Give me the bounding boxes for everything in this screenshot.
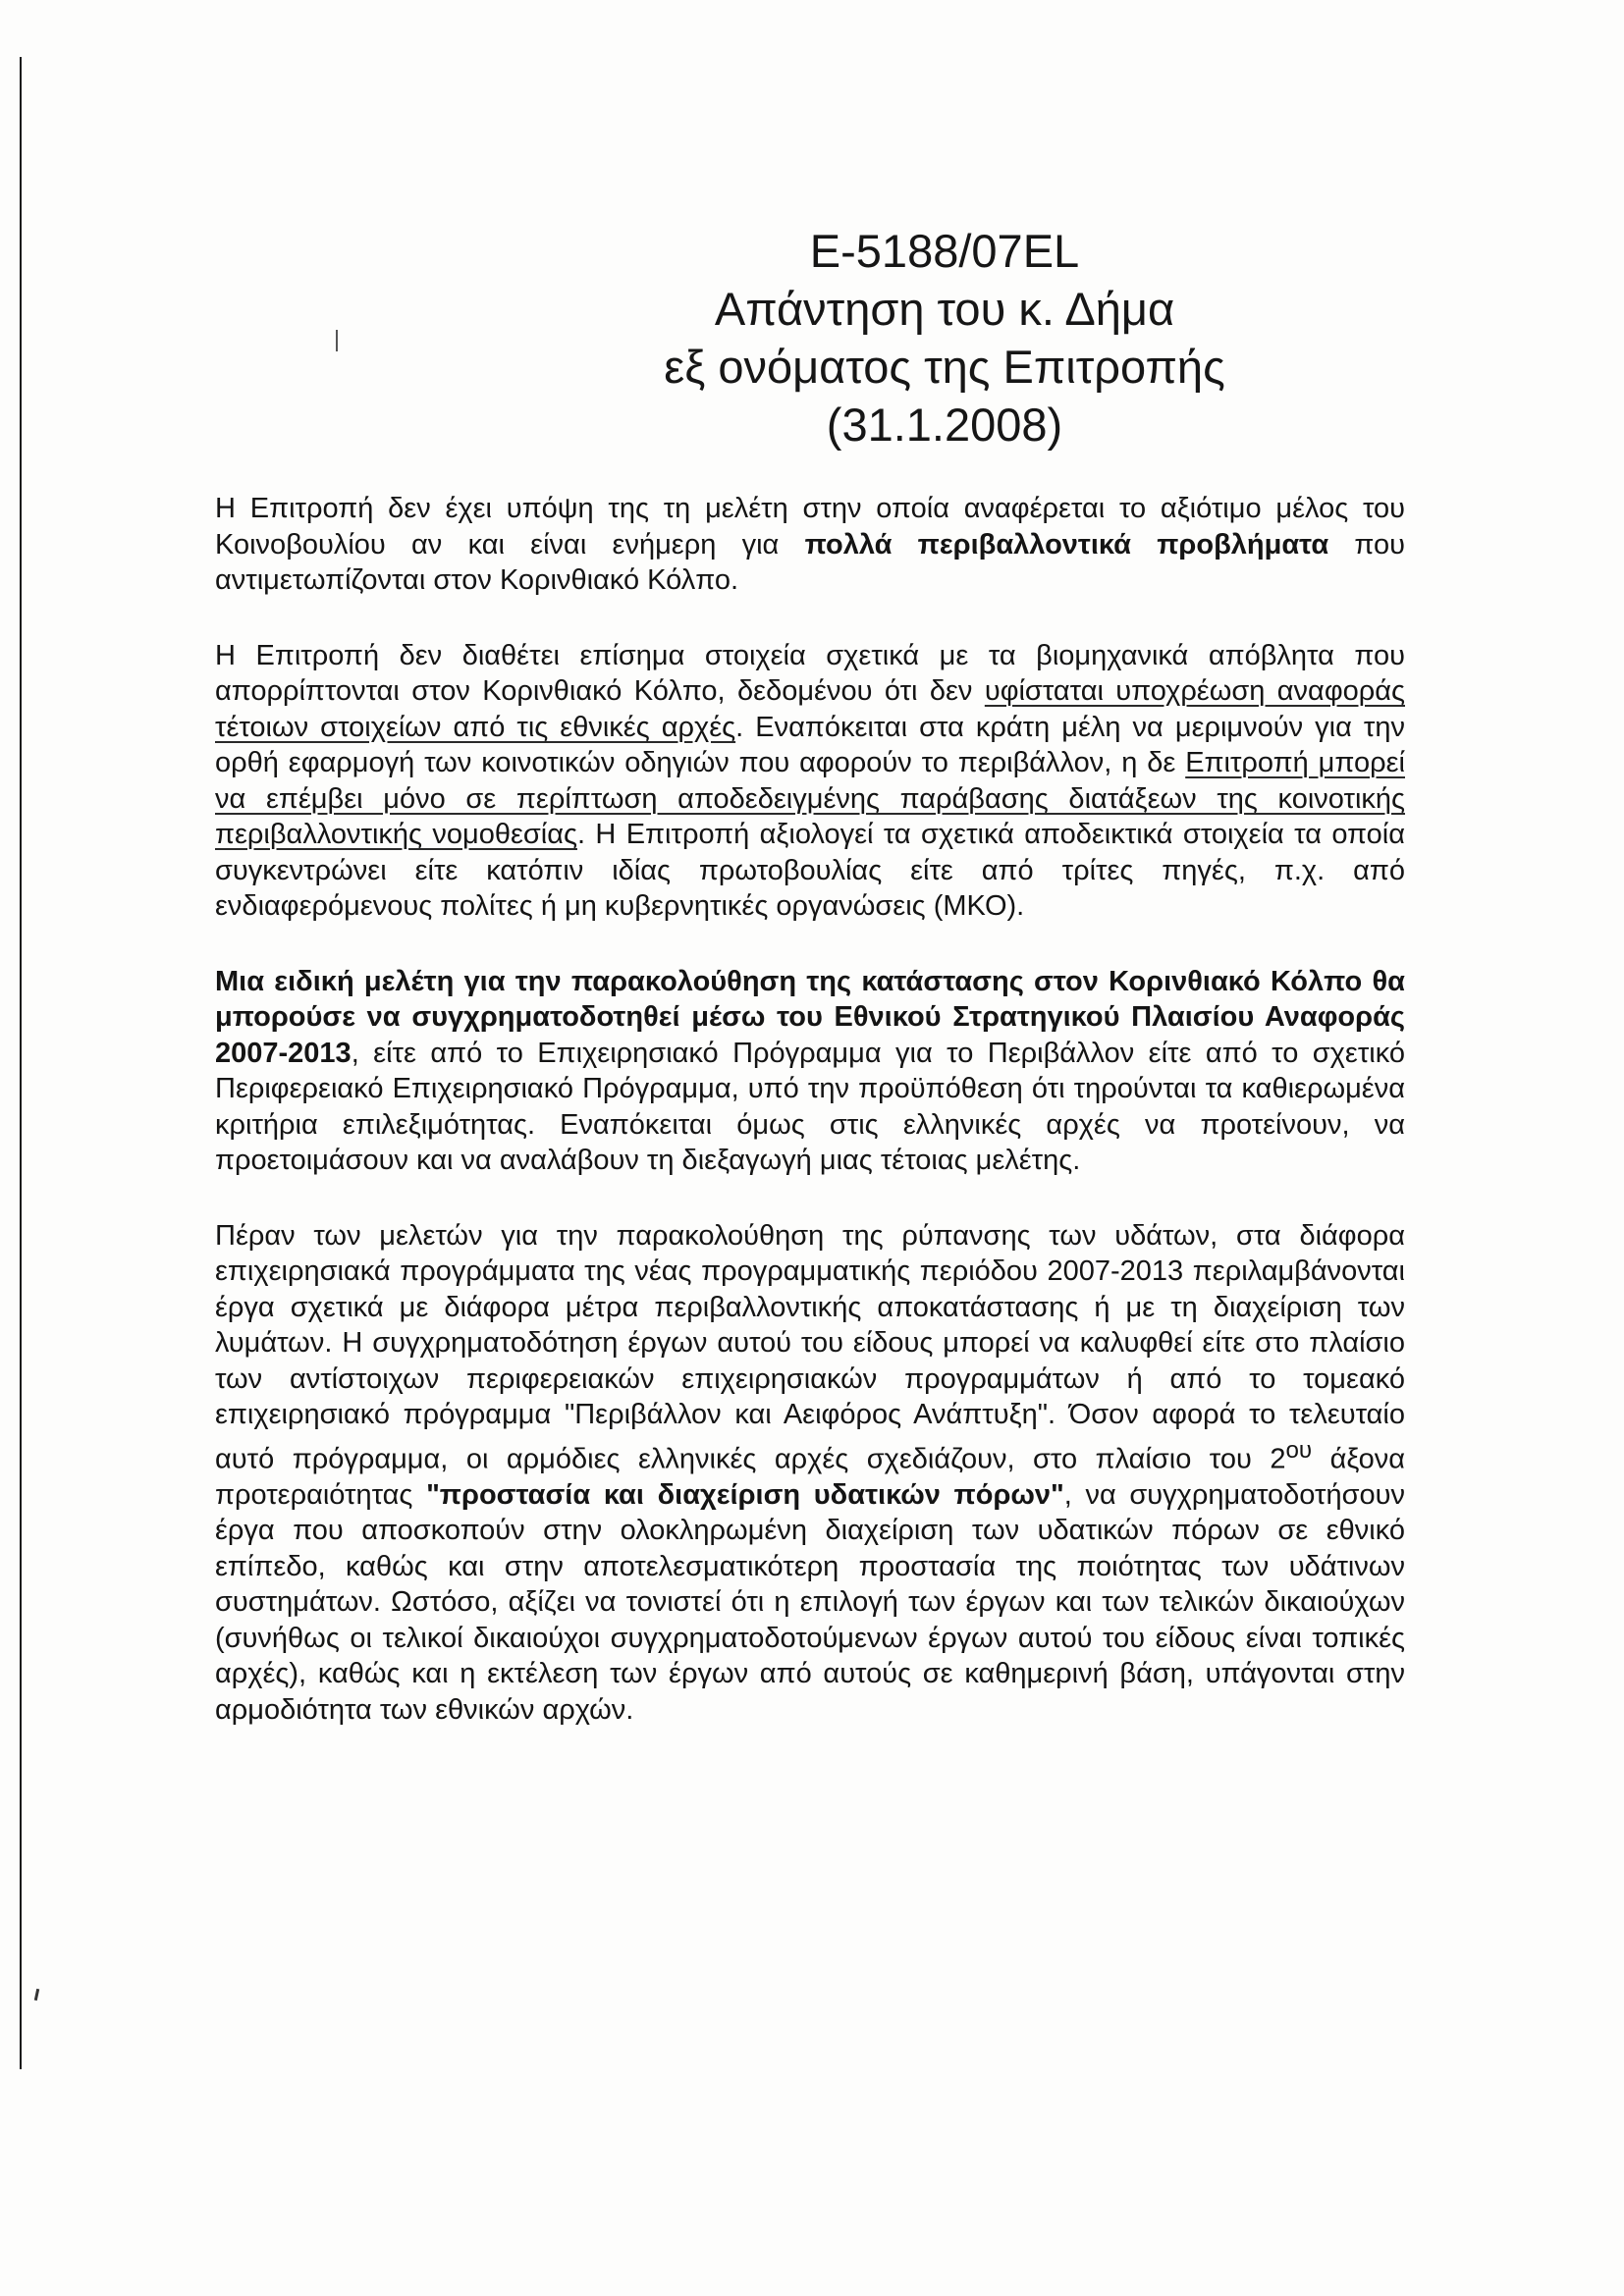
- paragraph-2-text-c: . Η Επιτροπή αξιολογεί τα σχετικά αποδεικτικά στοιχεία τα οποία συγκεντρώνει είτε κατόπιν ιδίας πρωτοβουλίας είτε από τρίτες πηγές, π.χ. από ενδιαφερόμενους πολίτες ή μη κυβερνητικές οργανώσεις (ΜΚΟ).: [215, 819, 1405, 922]
- paragraph-3-text: , είτε από το Επιχειρησιακό Πρόγραμμα για το Περιβάλλον είτε από το σχετικό Περιφερειακό Επιχειρησιακό Πρόγραμμα, υπό την προϋπόθεση ότι τηρούνται τα καθιερωμένα κριτήρια επιλεξιμότητας. Εναπόκειται όμως στις ελληνικές αρχές να προτείνουν, να προετοιμάσουν και να αναλάβουν τη διεξαγωγή μιας τέτοιας μελέτης.: [215, 1037, 1405, 1176]
- paragraph-1: [215, 491, 1405, 599]
- paragraph-3-bold: Μια ειδική μελέτη για την παρακολούθηση της κατάστασης στον Κορινθιακό Κόλπο θα μπορούσε να συγχρηματοδοτηθεί μέσω του Εθνικού Στρατηγικού Πλαισίου Αναφοράς 2007-2013: [215, 965, 1405, 1069]
- paragraph-2-text-b: . Εναπόκειται στα κράτη μέλη να μεριμνούν για την ορθή εφαρμογή των κοινοτικών οδηγιών που αφορούν το περιβάλλον, η δε: [215, 711, 1405, 778]
- paragraph-3: [215, 964, 1405, 1179]
- scan-edge-mark: [34, 1989, 39, 2001]
- paragraph-1-text-a: Η Επιτροπή δεν έχει υπόψη της τη μελέτη στην οποία αναφέρεται το αξιότιμο μέλος του Κοινοβουλίου αν και είναι ενήμερη για: [215, 493, 1405, 561]
- answer-date: (31.1.2008): [826, 399, 1063, 451]
- document-header: [0, 222, 1624, 454]
- paragraph-1-bold: πολλά περιβαλλοντικά προβλήματα: [804, 528, 1329, 561]
- paragraph-4-text-c: , να συγχρηματοδοτήσουν έργα που αποσκοπούν στην ολοκληρωμένη διαχείριση των υδατικών πόρων σε εθνικό επίπεδο, καθώς και στην αποτελεσματικότερη προστασία της ποιότητας των υδάτινων συστημάτων. Ωστόσο, αξίζει να τονιστεί ότι η επιλογή των έργων και των τελικών δικαιούχων (συνήθως οι τελικοί δικαιούχοι συγχρηματοδοτούμενων έργων αυτού του είδους είναι τοπικές αρχές), καθώς και η εκτέλεση των έργων από αυτούς σε καθημερινή βάση, υπάγονται στην αρμοδιότητα των εθνικών αρχών.: [215, 1478, 1405, 1726]
- paragraph-4-text-a: Πέραν των μελετών για την παρακολούθηση της ρύπανσης των υδάτων, στα διάφορα επιχειρησιακά προγράμματα της νέας προγραμματικής περιόδου 2007-2013 περιλαμβάνονται έργα σχετικά με διάφορα μέτρα περιβαλλοντικής αποκατάστασης ή με τη διαχείριση των λυμάτων. Η συγχρηματοδότηση έργων αυτού του είδους μπορεί να καλυφθεί είτε στο πλαίσιο των αντίστοιχων περιφερειακών επιχειρησιακών προγραμμάτων ή από το τομεακό επιχειρησιακό πρόγραμμα "Περιβάλλον και Αειφόρος Ανάπτυξη". Όσον αφορά το τελευταίο αυτό πρόγραμμα, οι αρμόδιες ελληνικές αρχές σχεδιάζουν, στο πλαίσιο του 2: [215, 1219, 1405, 1475]
- paragraph-4-text-b: άξονα προτεραιότητας: [215, 1443, 1405, 1511]
- paragraph-4-superscript: ου: [1285, 1436, 1313, 1464]
- reference-number: E-5188/07EL: [809, 225, 1080, 277]
- document-body: [215, 491, 1405, 1767]
- paragraph-4-bold: "προστασία και διαχείριση υδατικών πόρων": [426, 1478, 1064, 1511]
- paragraph-2-text-a: Η Επιτροπή δεν διαθέτει επίσημα στοιχεία σχετικά με τα βιομηχανικά απόβλητα που απορρίπτονται στον Κορινθιακό Κόλπο, δεδομένου ότι δεν: [215, 639, 1405, 707]
- paragraph-1-text-b: που αντιμετωπίζονται στον Κορινθιακό Κόλπο.: [215, 528, 1406, 596]
- paragraph-4: [215, 1218, 1405, 1729]
- paragraph-2-underline-2: Επιτροπή μπορεί να επέμβει μόνο σε περίπτωση αποδεδειγμένης παράβασης διατάξεων της κοινοτικής περιβαλλοντικής νομοθεσίας: [215, 747, 1405, 850]
- on-behalf-line: εξ ονόματος της Επιτροπής: [664, 341, 1225, 393]
- paragraph-2: [215, 638, 1405, 925]
- paragraph-2-underline-1: υφίσταται υποχρέωση αναφοράς τέτοιων στοιχείων από τις εθνικές αρχές: [215, 675, 1405, 743]
- answer-by-line: Απάντηση του κ. Δήμα: [714, 283, 1175, 335]
